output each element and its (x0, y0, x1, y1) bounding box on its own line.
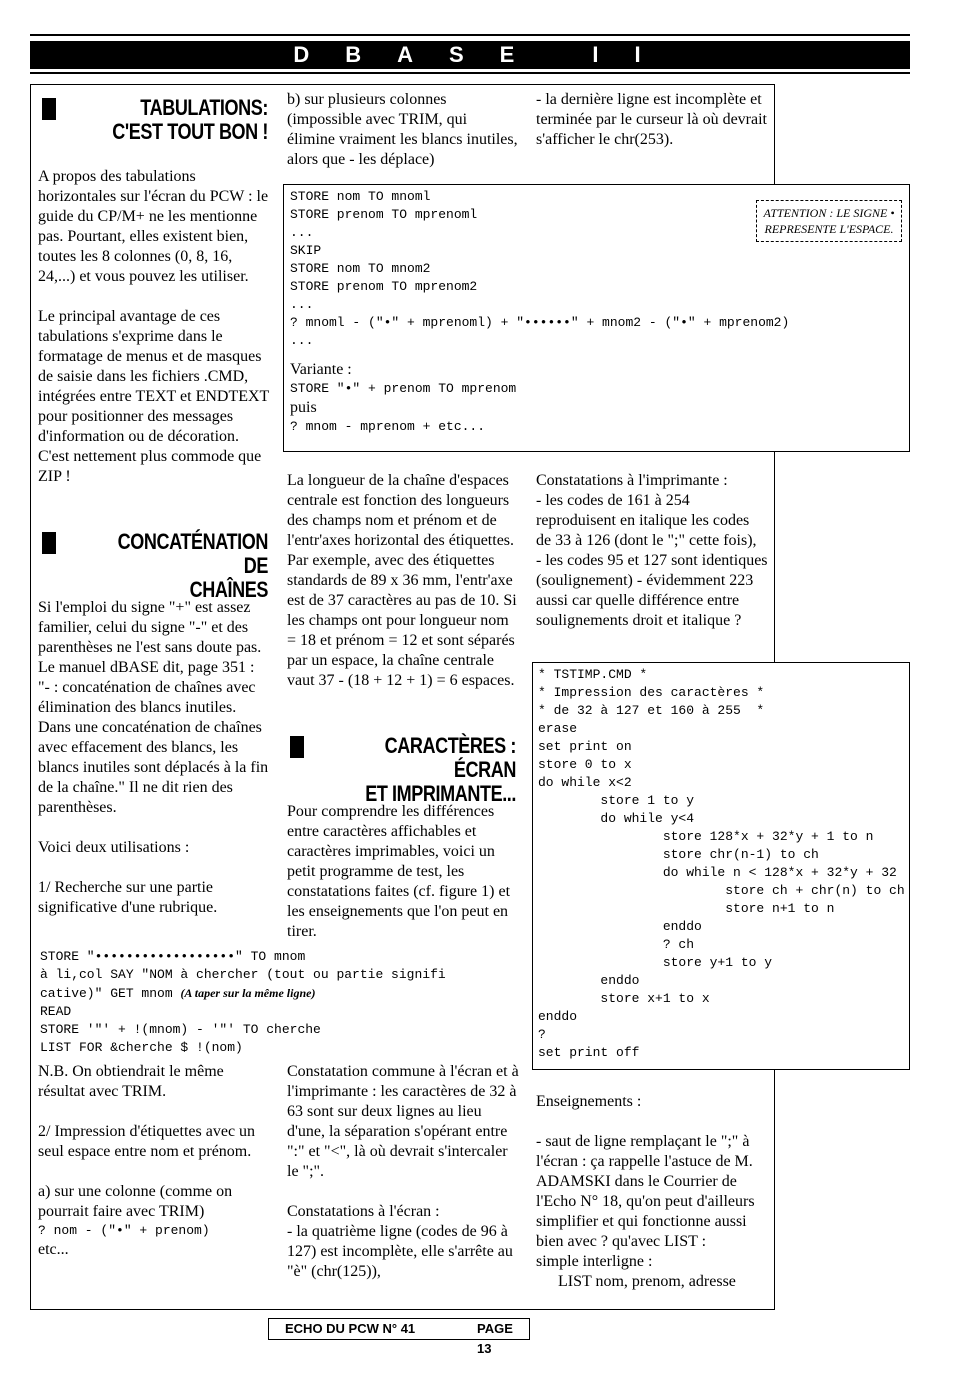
col2-text-mid (287, 471, 519, 711)
footer-page: PAGE 13 (477, 1321, 513, 1356)
paragraph: etc... (38, 1241, 69, 1258)
paragraph: Voici deux utilisations : (38, 839, 190, 856)
variante-label: Variante : (290, 361, 352, 378)
paragraph: Le principal avantage de ces tabulations s'exprime dans le formatage de menus et de masques de saisie dans les fichiers .CMD, intégrées entre TEXT et ENDTEXT pour positionner des messages d'information ou de décoration. C'est nettement plus commode que ZIP ! (38, 308, 270, 485)
page-footer (268, 1318, 530, 1356)
code-tstimp (538, 666, 906, 1062)
footer-magazine: ECHO DU PCW N° 41 (285, 1321, 416, 1336)
code-line: * de 32 à 127 et 160 à 255 * (538, 703, 765, 718)
section-marker (42, 532, 56, 554)
paragraph: N.B. On obtiendrait le même résultat avec TRIM. (38, 1063, 224, 1100)
col2-top-text: b) sur plusieurs colonnes (impossible avec TRIM, qui élimine vraiment les blancs inutiles, alors que - les déplace) (287, 91, 518, 168)
paragraph: a) sur une colonne (comme on pourrait faire avec TRIM) (38, 1183, 233, 1220)
paragraph: Si l'emploi du signe "+" est assez familier, celui du signe "-" et des parenthèses ne l'est sans doute pas. Le manuel dBASE dit, page 351 : (38, 599, 262, 676)
code-line: * Impression des caractères * (538, 685, 765, 700)
code-line: store ch + chr(n) to ch (538, 883, 905, 898)
col3-top-text: - la dernière ligne est incomplète et terminée par le curseur là où devrait s'afficher le chr(253). (536, 91, 767, 148)
header-rule-bottom (30, 72, 910, 74)
paragraph: - saut de ligne remplaçant le ";" à l'écran : ça rappelle l'astuce de M. ADAMSKI dans le Courrier de l'Echo N° 18, qu'on peut d'ailleurs simplifier et qui fonctionne aussi bien avec ? qu'avec LIST : (536, 1133, 755, 1250)
paragraph: Pour comprendre les différences entre caractères affichables et caractères imprimables, voici un petit programme de test, les constatations faites (cf. figure 1) et les enseignements que l'on peut en tirer. (287, 803, 511, 940)
paragraph: - la quatrième ligne (codes de 96 à 127) est incomplète, elle s'arrête au "è" (chr(125)), (287, 1223, 513, 1280)
paragraph: La longueur de la chaîne d'espaces centrale est fonction des longueurs des champs nom et prénom et de l'entr'axes horizontal des étiquettes. Par exemple, avec des étiquettes standards de 89 x 36 mm, l'entr'axe est de 37 caractères au pas de 10. Si les champs ont pour longueur nom = 18 et prénom = 12 et sont séparés par un espace, la chaîne centrale vaut 37 - (18 + 12 + 1) = 6 espaces. (287, 472, 517, 689)
col1-text-2 (38, 598, 270, 918)
header-rule (30, 34, 910, 36)
col3-text-bottom (536, 1092, 768, 1292)
col2-text-end (287, 1062, 519, 1302)
paragraph: - les codes 95 et 127 sont identiques (soulignement) - évidemment 223 aussi car quelle différence entre soulignements droit et italique ? (536, 552, 768, 629)
paragraph: A propos des tabulations horizontales sur l'écran du PCW : le guide du CP/M+ ne les mentionne pas. Pourtant, elles existent bien, toutes les 8 colonnes (0, 8, 16, 24,...) et vous pouvez les utiliser. (38, 168, 269, 285)
paragraph: LIST nom, prenom, adresse (558, 1273, 736, 1290)
section-title-tabulations: TABULATIONS: C'EST TOUT BON ! (112, 95, 268, 144)
code-line: ? (538, 1027, 546, 1042)
code-line: do while x<2 (538, 775, 632, 790)
code-line: erase (538, 721, 578, 736)
col3-text-mid (536, 471, 768, 651)
paragraph: - les codes de 161 à 254 reproduisent en italique les codes de 33 à 126 (dont le ";" cette fois), (536, 492, 757, 549)
code-line: set print off (538, 1045, 640, 1060)
section-marker (42, 98, 56, 120)
code-line: store 1 to y (538, 793, 695, 808)
paragraph: "- : concaténation de chaînes avec élimination des blancs inutiles. Dans une concaténation de chaînes avec effacement des blancs, les blancs inutiles sont déplacés à la fin de la chaîne." Il ne dit rien des parenthèses. (38, 679, 269, 816)
code-line: store chr(n-1) to ch (538, 847, 819, 862)
code-line: store x+1 to x (538, 991, 710, 1006)
section-title-concatenation: CONCATÉNATION DE CHAÎNES (117, 529, 268, 602)
code-line: enddo (538, 919, 702, 934)
section-title-caracteres: CARACTÈRES : ÉCRAN ET IMPRIMANTE... (365, 733, 516, 806)
code-line: ? ch (538, 937, 695, 952)
code-line: store 128*x + 32*y + 1 to n (538, 829, 874, 844)
code-labels: STORE nom TO mnoml STORE prenom TO mprenoml ... SKIP STORE nom TO mnom2 STORE prenom TO mprenom2 ... ? mnoml - ("•" + mprenoml) + "••••••" + mnom2 - ("•" + mprenom2) ... Variante : STORE "•" + prenom TO mprenom puis ? mnom - mprenom + etc... (290, 188, 900, 436)
paragraph: Enseignements : (536, 1093, 642, 1110)
code-search: STORE "••••••••••••••••••" TO mnom à li,col SAY "NOM à chercher (tout ou partie signifi cative)" GET mnom (A taper sur la même ligne) READ STORE '"' + !(mnom) - '"' TO cherche LIST FOR &cherche $ !(nom) (40, 949, 446, 1055)
paragraph: Constatation commune à l'écran et à l'imprimante : les caractères de 32 à 63 sont sur deux lignes au lieu d'une, la séparation s'opérant entre ":" et "<", là où devrait s'intercaler le ";". (287, 1063, 519, 1180)
code-line: ? nom - ("•" + prenom) (38, 1223, 210, 1238)
page-header: DBASE II (30, 41, 910, 69)
code-line: enddo (538, 973, 640, 988)
paragraph: 1/ Recherche sur une partie significative d'une rubrique. (38, 879, 218, 916)
code-note: (A taper sur la même ligne) (180, 986, 316, 1000)
paragraph: simple interligne : (536, 1253, 653, 1270)
col2-text-bottom (287, 802, 519, 962)
code-line: do while n < 128*x + 32*y + 32 (538, 865, 897, 880)
code-line: enddo (538, 1009, 578, 1024)
code-line: * TSTIMP.CMD * (538, 667, 648, 682)
attention-note: ATTENTION : LE SIGNE • REPRESENTE L'ESPACE. (756, 200, 902, 242)
paragraph: Constatations à l'écran : (287, 1203, 440, 1220)
puis-label: puis (290, 399, 317, 416)
col1-text-1 (38, 167, 270, 507)
section-marker (290, 736, 304, 758)
code-line: do while y<4 (538, 811, 695, 826)
code-line: set print on (538, 739, 632, 754)
code-line: store n+1 to n (538, 901, 835, 916)
code-line: store 0 to x (538, 757, 632, 772)
col1-text-3 (38, 1062, 272, 1280)
paragraph: Constatations à l'imprimante : (536, 472, 728, 489)
code-line: store y+1 to y (538, 955, 773, 970)
paragraph: 2/ Impression d'étiquettes avec un seul espace entre nom et prénom. (38, 1123, 256, 1160)
